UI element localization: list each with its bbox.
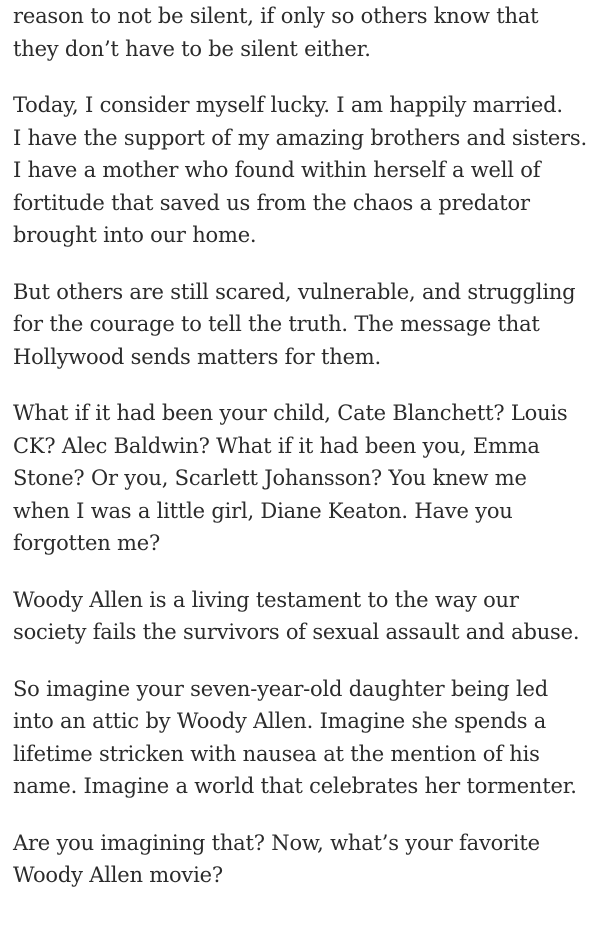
text-line: Are you imagining that? Now, what’s your favorite <box>13 830 540 855</box>
text-line: I have the support of my amazing brothers and sisters. <box>13 125 587 150</box>
paragraph <box>13 584 606 649</box>
paragraph <box>13 827 606 892</box>
text-line: But others are still scared, vulnerable, and struggling <box>13 279 576 304</box>
text-line: CK? Alec Baldwin? What if it had been you, Emma <box>13 433 540 458</box>
text-line: society fails the survivors of sexual assault and abuse. <box>13 620 580 644</box>
text-line: into an attic by Woody Allen. Imagine she spends a <box>13 709 547 733</box>
paragraph <box>13 276 606 374</box>
text-line: for the courage to tell the truth. The message that <box>13 312 540 336</box>
text-line: Today, I consider myself lucky. I am happily married. <box>13 93 563 117</box>
text-line: What if it had been your child, Cate Blanchett? Louis <box>13 401 568 425</box>
text-line: I have a mother who found within herself a well of <box>13 158 541 182</box>
text-line: Woody Allen is a living testament to the way our <box>13 587 519 612</box>
text-line: brought into our home. <box>13 223 257 247</box>
text-line: when I was a little girl, Diane Keaton. Have you <box>13 498 513 523</box>
text-line: Hollywood sends matters for them. <box>13 344 381 369</box>
paragraph <box>13 0 606 65</box>
text-line: they don’t have to be silent either. <box>13 36 371 61</box>
text-line: reason to not be silent, if only so others know that <box>13 4 539 28</box>
text-line: Stone? Or you, Scarlett Johansson? You knew me <box>13 466 527 490</box>
text-line: So imagine your seven-year-old daughter being led <box>13 676 548 701</box>
text-line: lifetime stricken with nausea at the mention of his <box>13 741 540 766</box>
text-line: name. Imagine a world that celebrates her tormenter. <box>13 774 577 798</box>
paragraph <box>13 673 606 803</box>
text-line: forgotten me? <box>13 531 161 555</box>
paragraph <box>13 397 606 560</box>
text-line: fortitude that saved us from the chaos a predator <box>13 190 530 215</box>
text-line: Woody Allen movie? <box>13 863 223 887</box>
paragraph <box>13 89 606 252</box>
